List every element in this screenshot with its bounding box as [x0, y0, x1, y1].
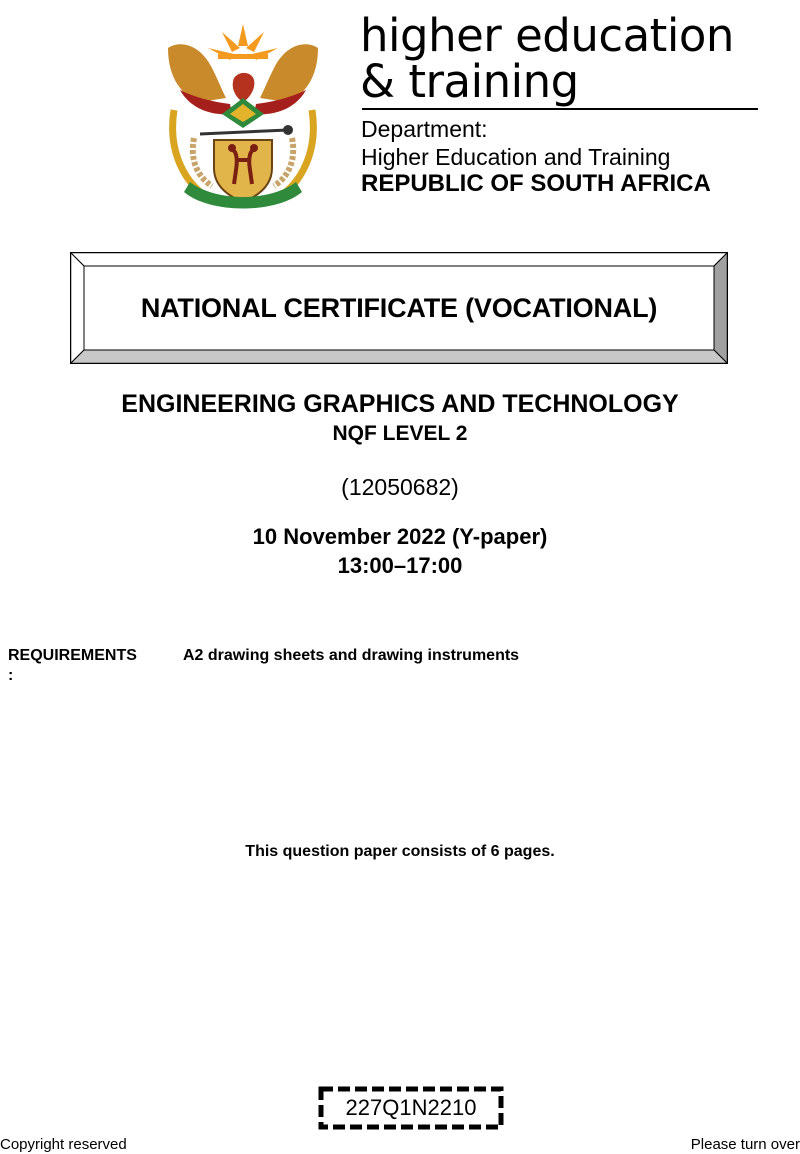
- paper-code: 227Q1N2210: [345, 1095, 477, 1120]
- department-name: Higher Education and Training: [361, 144, 671, 170]
- page-count-note: This question paper consists of 6 pages.: [245, 843, 555, 860]
- brand-line-2: & training: [360, 55, 579, 108]
- nqf-level: NQF LEVEL 2: [332, 422, 468, 445]
- subject-code: (12050682): [341, 474, 459, 500]
- requirements-label: REQUIREMENTS: [8, 647, 137, 664]
- brand-divider: [362, 108, 758, 110]
- footer-turn-over: Please turn over: [690, 1136, 800, 1153]
- department-label: Department:: [361, 116, 488, 142]
- requirements-colon: :: [8, 667, 14, 684]
- brand-line-1: higher education: [360, 9, 734, 62]
- coat-of-arms-icon: [160, 18, 326, 216]
- exam-date: 10 November 2022 (Y-paper): [252, 524, 548, 549]
- footer-copyright: Copyright reserved: [0, 1136, 127, 1153]
- country-name: REPUBLIC OF SOUTH AFRICA: [361, 170, 711, 197]
- requirements-value: A2 drawing sheets and drawing instruments: [183, 647, 520, 664]
- exam-time: 13:00–17:00: [337, 553, 463, 578]
- certificate-title: NATIONAL CERTIFICATE (VOCATIONAL): [140, 292, 658, 323]
- subject-title: ENGINEERING GRAPHICS AND TECHNOLOGY: [121, 390, 679, 418]
